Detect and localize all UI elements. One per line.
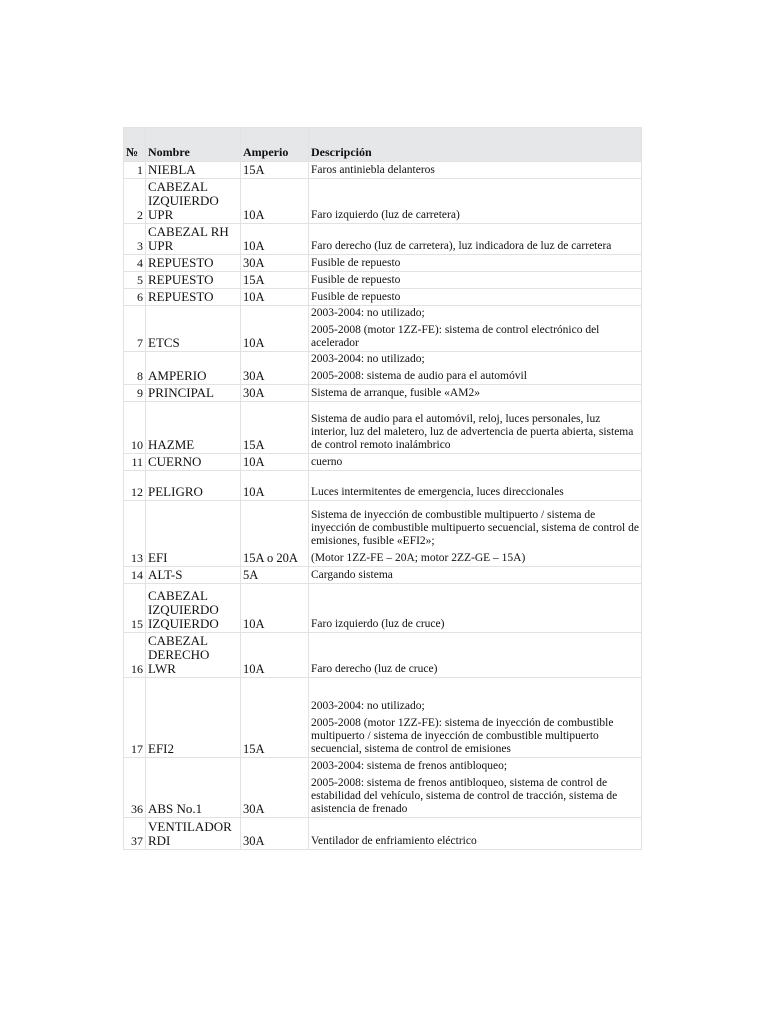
description-line: 2003-2004: sistema de frenos antibloqueo; — [311, 760, 508, 772]
fuse-name: HAZME — [146, 402, 241, 454]
fuse-description — [309, 289, 642, 306]
fuse-amperage: 15A o 20A — [241, 501, 309, 567]
fuse-number: 5 — [124, 272, 146, 289]
fuse-amperage: 10A — [241, 179, 309, 224]
fuse-amperage: 15A — [241, 162, 309, 179]
fuse-description — [309, 224, 642, 255]
fuse-name: ABS No.1 — [146, 758, 241, 818]
fuse-number: 8 — [124, 352, 146, 385]
fuse-description — [309, 352, 642, 385]
fuse-description — [309, 584, 642, 633]
fuse-description — [309, 818, 642, 850]
description-line: Ventilador de enfriamiento eléctrico — [311, 835, 477, 847]
fuse-amperage: 10A — [241, 454, 309, 471]
table-row — [124, 678, 642, 758]
fuse-number: 7 — [124, 306, 146, 352]
fuse-description — [309, 306, 642, 352]
table-row — [124, 454, 642, 471]
fuse-name: CABEZAL DERECHO LWR — [146, 633, 241, 678]
description-line: 2003-2004: no utilizado; — [311, 353, 425, 365]
fuse-amperage: 10A — [241, 306, 309, 352]
table-row — [124, 818, 642, 850]
table-header — [124, 128, 642, 162]
description-line: (Motor 1ZZ-FE – 20A; motor 2ZZ-GE – 15A) — [311, 552, 526, 564]
fuse-number: 6 — [124, 289, 146, 306]
fuse-description — [309, 179, 642, 224]
fuse-table — [123, 127, 642, 850]
table-row — [124, 162, 642, 179]
table-row — [124, 352, 642, 385]
fuse-amperage: 15A — [241, 272, 309, 289]
fuse-number: 16 — [124, 633, 146, 678]
fuse-description — [309, 255, 642, 272]
description-line: Fusible de repuesto — [311, 257, 401, 269]
fuse-name: REPUESTO — [146, 272, 241, 289]
fuse-number: 14 — [124, 567, 146, 584]
table-row — [124, 385, 642, 402]
fuse-amperage: 30A — [241, 758, 309, 818]
fuse-description — [309, 402, 642, 454]
header-row — [124, 128, 642, 162]
fuse-amperage: 15A — [241, 678, 309, 758]
table-row — [124, 306, 642, 352]
fuse-name: REPUESTO — [146, 255, 241, 272]
description-line: Luces intermitentes de emergencia, luces direccionales — [311, 486, 564, 498]
header-name: Nombre — [146, 128, 241, 162]
table-row — [124, 272, 642, 289]
fuse-number: 1 — [124, 162, 146, 179]
description-line: Fusible de repuesto — [311, 291, 401, 303]
table-row — [124, 633, 642, 678]
description-line: 2005-2008: sistema de audio para el automóvil — [311, 370, 527, 382]
fuse-number: 36 — [124, 758, 146, 818]
fuse-name: ETCS — [146, 306, 241, 352]
description-line: 2003-2004: no utilizado; — [311, 307, 425, 319]
fuse-amperage: 10A — [241, 584, 309, 633]
fuse-number: 3 — [124, 224, 146, 255]
fuse-description — [309, 454, 642, 471]
fuse-name: CABEZAL IZQUIERDO UPR — [146, 179, 241, 224]
fuse-name: CUERNO — [146, 454, 241, 471]
fuse-name: AMPERIO — [146, 352, 241, 385]
fuse-name: CABEZAL RH UPR — [146, 224, 241, 255]
table-row — [124, 758, 642, 818]
fuse-number: 17 — [124, 678, 146, 758]
fuse-name: PELIGRO — [146, 471, 241, 501]
table-row — [124, 289, 642, 306]
fuse-description — [309, 678, 642, 758]
fuse-number: 4 — [124, 255, 146, 272]
fuse-number: 2 — [124, 179, 146, 224]
table-body — [124, 162, 642, 850]
description-line: Faro izquierdo (luz de carretera) — [311, 209, 460, 221]
fuse-description — [309, 567, 642, 584]
description-line: 2005-2008 (motor 1ZZ-FE): sistema de control electrónico del acelerador — [311, 324, 600, 349]
fuse-name: REPUESTO — [146, 289, 241, 306]
fuse-name: EFI — [146, 501, 241, 567]
fuse-name: ALT-S — [146, 567, 241, 584]
description-line: Faro izquierdo (luz de cruce) — [311, 618, 445, 630]
fuse-number: 37 — [124, 818, 146, 850]
table-row — [124, 179, 642, 224]
fuse-name: NIEBLA — [146, 162, 241, 179]
description-line: Sistema de audio para el automóvil, reloj, luces personales, luz interior, luz del maletero, luz de advertencia de puerta abierta, sistema de control remoto inalámbrico — [311, 413, 634, 451]
fuse-number: 9 — [124, 385, 146, 402]
fuse-description — [309, 471, 642, 501]
fuse-amperage: 30A — [241, 352, 309, 385]
fuse-number: 11 — [124, 454, 146, 471]
description-line: 2005-2008 (motor 1ZZ-FE): sistema de inyección de combustible multipuerto / sistema de inyección de combustible multipuerto secuencial, sistema de control de emisiones — [311, 717, 614, 755]
fuse-amperage: 10A — [241, 289, 309, 306]
description-line: 2003-2004: no utilizado; — [311, 700, 425, 712]
fuse-number: 10 — [124, 402, 146, 454]
fuse-amperage: 10A — [241, 224, 309, 255]
table-row — [124, 567, 642, 584]
table-row — [124, 402, 642, 454]
header-num: № — [124, 128, 146, 162]
description-line: Faro derecho (luz de cruce) — [311, 663, 438, 675]
fuse-description — [309, 758, 642, 818]
fuse-amperage: 30A — [241, 385, 309, 402]
description-line: Faros antiniebla delanteros — [311, 164, 435, 176]
fuse-amperage: 30A — [241, 255, 309, 272]
description-line: Sistema de inyección de combustible multipuerto / sistema de inyección de combustible multipuerto secuencial, sistema de control de emisiones, fusible «EFI2»; — [311, 509, 639, 547]
fuse-number: 15 — [124, 584, 146, 633]
fuse-amperage: 15A — [241, 402, 309, 454]
fuse-name: CABEZAL IZQUIERDO IZQUIERDO — [146, 584, 241, 633]
description-line: Cargando sistema — [311, 569, 393, 581]
header-desc: Descripción — [309, 128, 642, 162]
table-row — [124, 224, 642, 255]
fuse-number: 12 — [124, 471, 146, 501]
fuse-amperage: 10A — [241, 633, 309, 678]
fuse-name: VENTILADOR RDI — [146, 818, 241, 850]
fuse-name: EFI2 — [146, 678, 241, 758]
table-row — [124, 255, 642, 272]
description-line: 2005-2008: sistema de frenos antibloqueo, sistema de control de estabilidad del vehículo, sistema de control de tracción, sistema de asistencia de frenado — [311, 777, 618, 815]
fuse-amperage: 5A — [241, 567, 309, 584]
fuse-amperage: 10A — [241, 471, 309, 501]
fuse-description — [309, 633, 642, 678]
fuse-description — [309, 385, 642, 402]
fuse-name: PRINCIPAL — [146, 385, 241, 402]
description-line: Sistema de arranque, fusible «AM2» — [311, 387, 480, 399]
description-line: Fusible de repuesto — [311, 274, 401, 286]
fuse-number: 13 — [124, 501, 146, 567]
fuse-description — [309, 162, 642, 179]
fuse-amperage: 30A — [241, 818, 309, 850]
fuse-description — [309, 501, 642, 567]
table-row — [124, 584, 642, 633]
description-line: cuerno — [311, 456, 343, 468]
table-row — [124, 501, 642, 567]
header-amp: Amperio — [241, 128, 309, 162]
table-row — [124, 471, 642, 501]
description-line: Faro derecho (luz de carretera), luz indicadora de luz de carretera — [311, 240, 612, 252]
fuse-description — [309, 272, 642, 289]
